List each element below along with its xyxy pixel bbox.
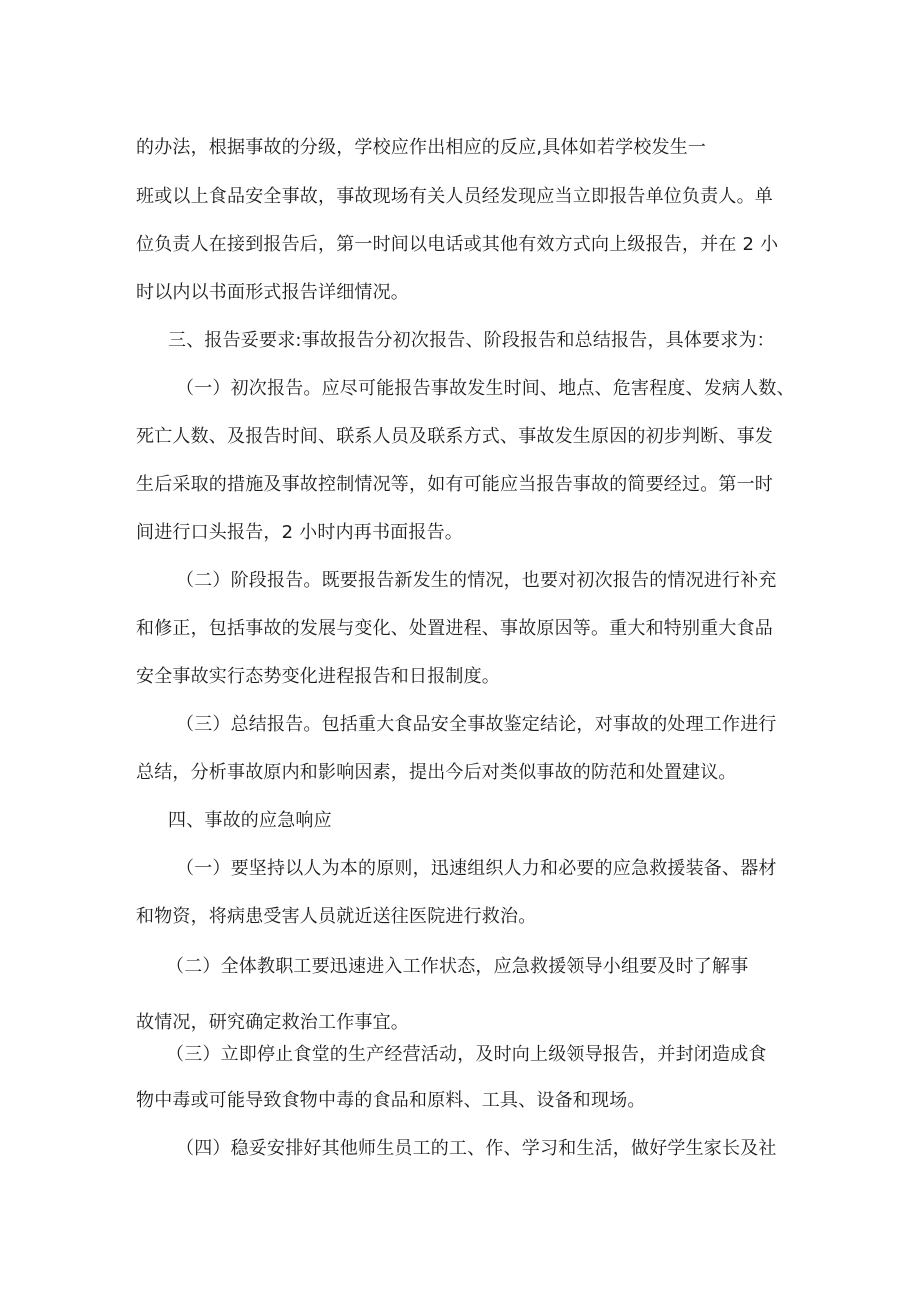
text-line: 时以内以书面形式报告详细情况。 [136,282,409,303]
text-line: 和物资，将病患受害人员就近送往医院进行救治。 [136,906,537,927]
section-heading: 四、事故的应急响应 [168,810,332,831]
text-line: （一）要坚持以人为本的原则，迅速组织人力和必要的应急救援装备、器材 [176,858,777,879]
text-line: 和修正，包括事故的发展与变化、处置进程、事故原因等。重大和特别重大食品 [136,618,773,639]
text-line: （三）立即停止食堂的生产经营活动，及时向上级领导报告，并封闭造成食 [166,1044,767,1065]
text-line: 物中毒或可能导致食物中毒的食品和原料、工具、设备和现场。 [136,1090,646,1111]
text-line: 故情况，研究确定救治工作事宜。 [136,1012,409,1033]
text-line: 班或以上食品安全事故，事故现场有关人员经发现应当立即报告单位负责人。单 [136,186,773,207]
text-line: 生后采取的措施及事故控制情况等，如有可能应当报告事故的简要经过。第一时 [136,474,773,495]
text-line: （二）全体教职工要迅速进入工作状态，应急救援领导小组要及时了解事 [166,956,749,977]
text-line: 死亡人数、及报告时间、联系人员及联系方式、事故发生原因的初步判断、事发 [136,426,773,447]
text-line: 安全事故实行态势变化进程报告和日报制度。 [136,666,500,687]
text-line: 的办法，根据事故的分级，学校应作出相应的反应,具体如若学校发生一 [136,137,707,158]
text-line: （四）稳妥安排好其他师生员工的工、作、学习和生活，做好学生家长及社 [176,1138,777,1159]
text-line: （二）阶段报告。既要报告新发生的情况，也要对初次报告的情况进行补充 [176,570,777,591]
text-line: 总结，分析事故原内和影响因素，提出今后对类似事故的防范和处置建议。 [136,762,737,783]
section-heading: 三、报告妥要求:事故报告分初次报告、阶段报告和总结报告，具体要求为： [168,330,775,351]
text-line: （三）总结报告。包括重大食品安全事故鉴定结论，对事故的处理工作进行 [176,714,777,735]
text-line: 间进行口头报告，2 小时内再书面报告。 [136,522,463,543]
text-line: 位负责人在接到报告后，第一时间以电话或其他有效方式向上级报告，并在 2 小 [136,234,779,255]
text-line: （一）初次报告。应尽可能报告事故发生时间、地点、危害程度、发病人数、 [176,378,795,399]
